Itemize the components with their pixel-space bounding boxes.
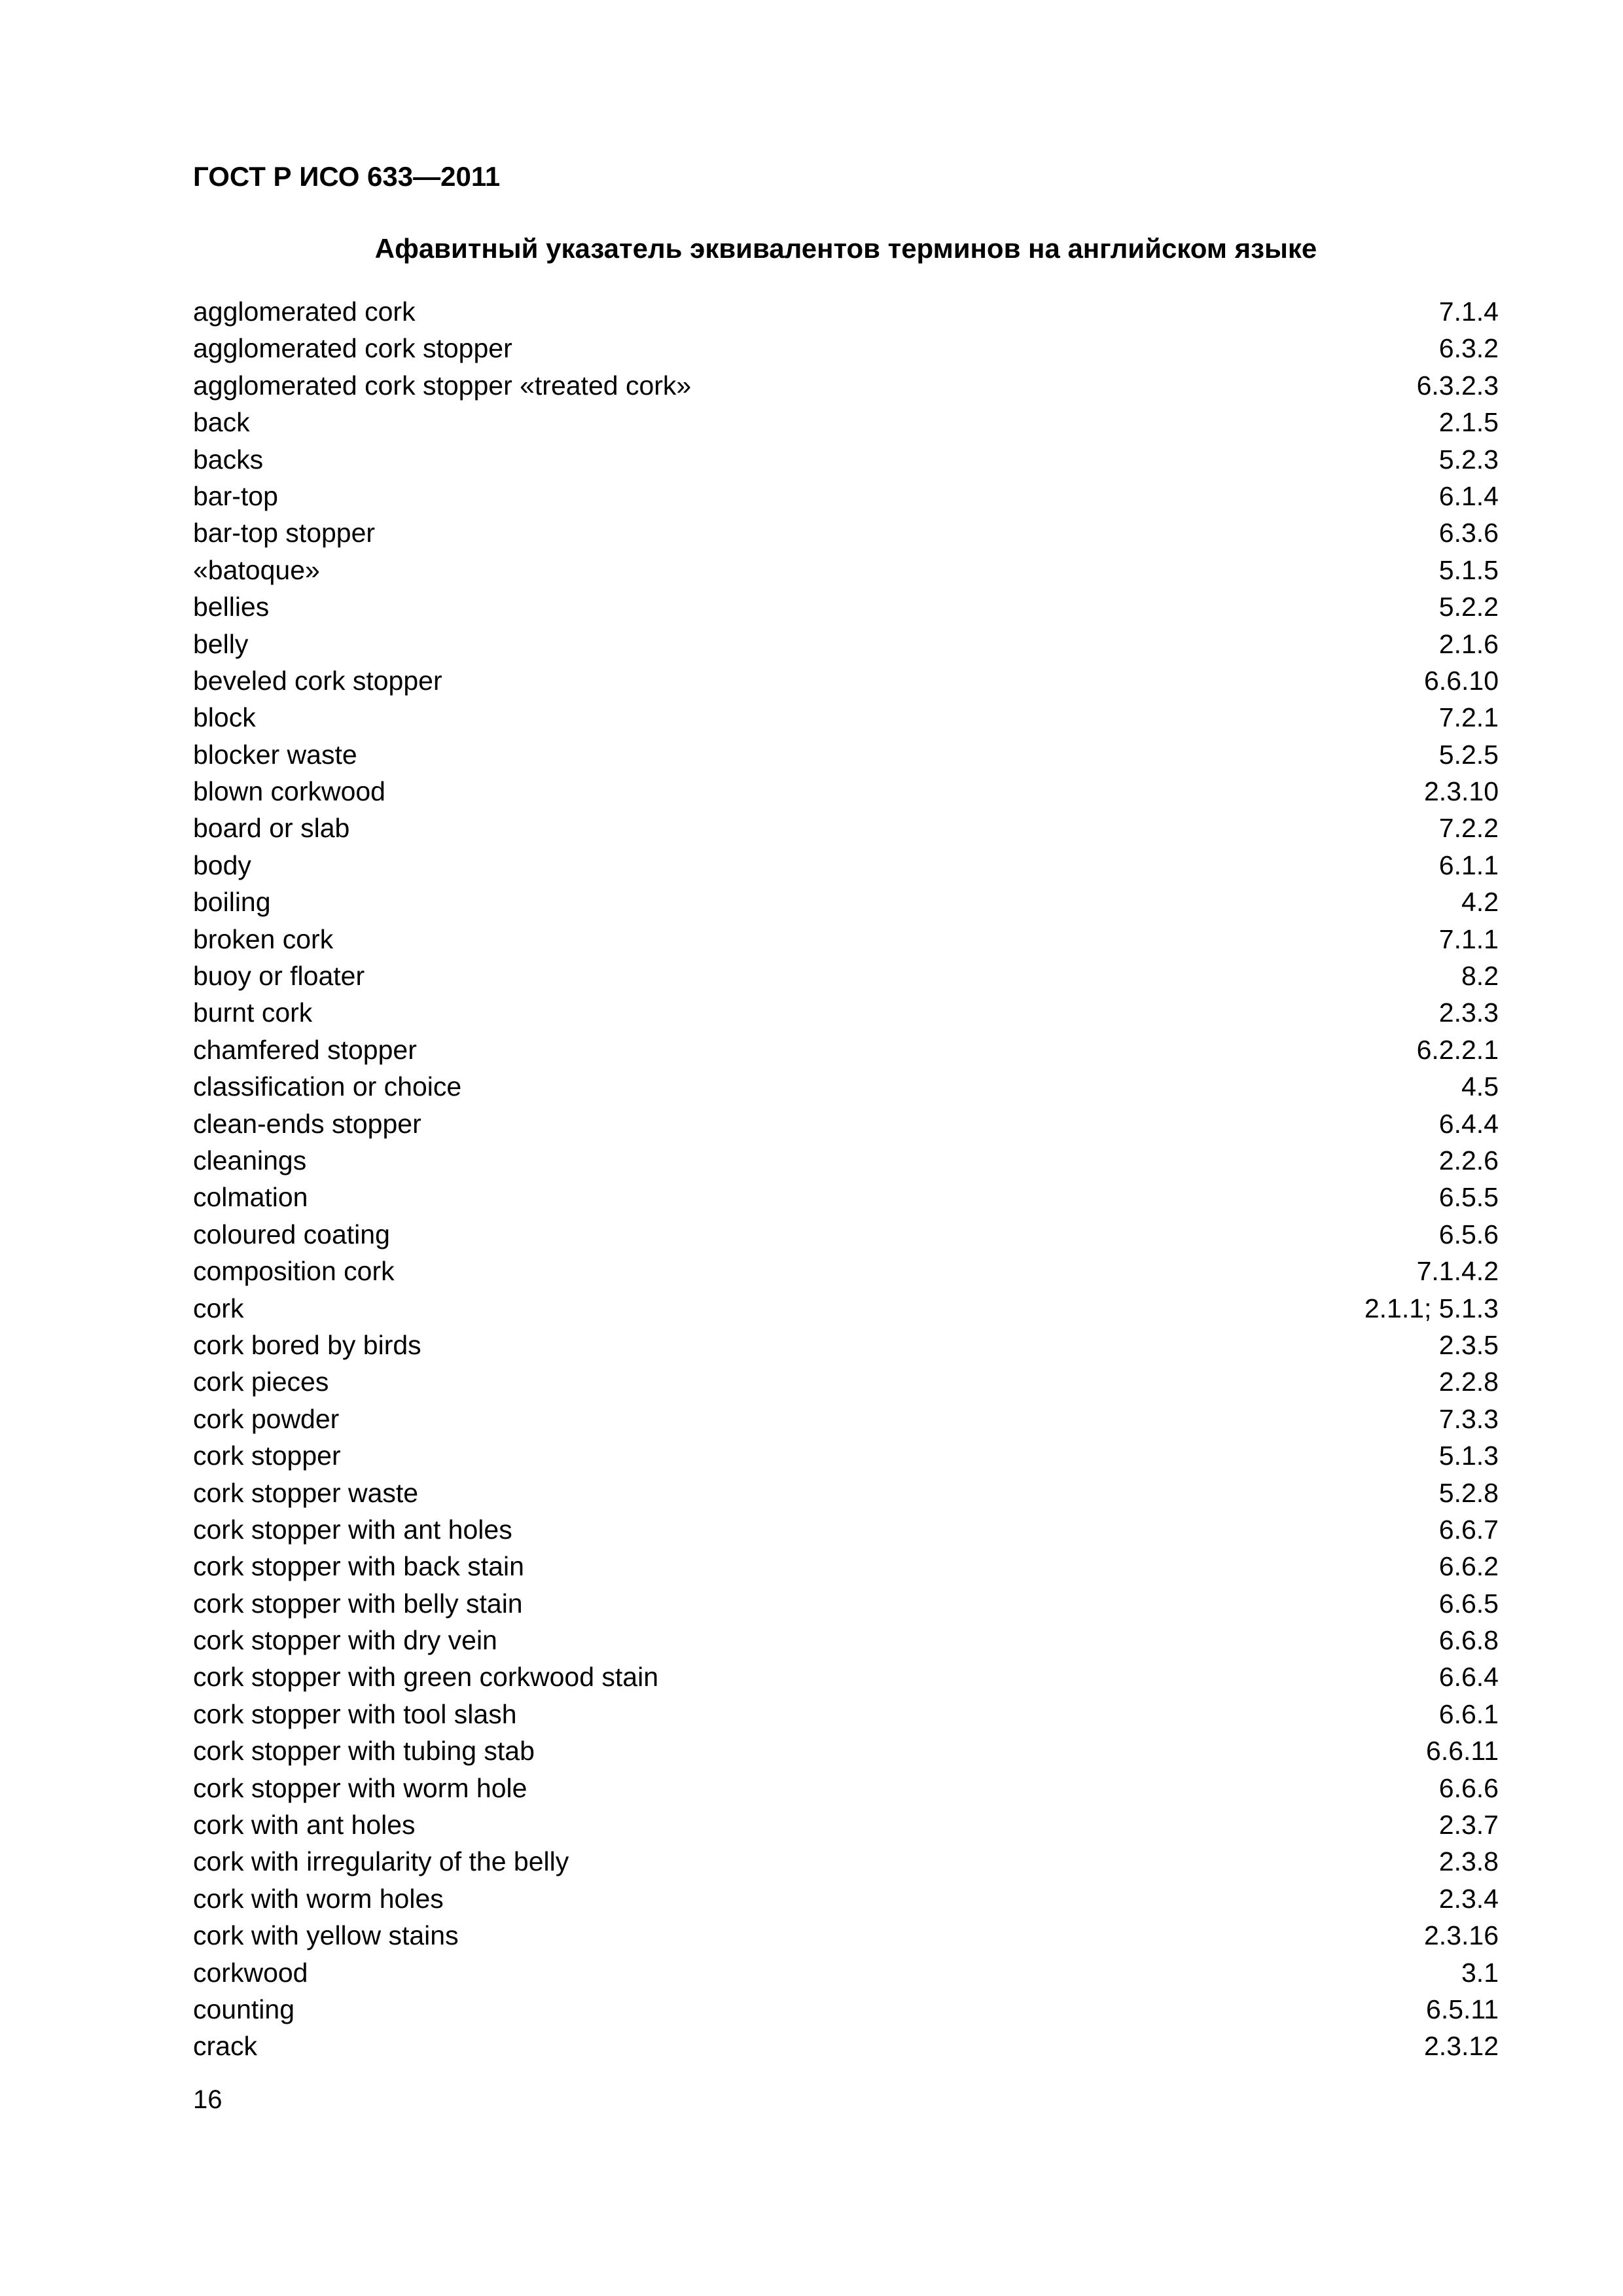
document-code: ГОСТ Р ИСО 633—2011	[193, 161, 501, 192]
index-reference: 6.6.1	[1438, 1698, 1499, 1729]
index-term: cork stopper with ant holes	[193, 1514, 512, 1545]
index-term: bar-top stopper	[193, 518, 376, 548]
index-reference: 6.5.6	[1438, 1219, 1499, 1249]
index-term: cork pieces	[193, 1367, 329, 1397]
index-term: bellies	[193, 592, 270, 622]
index-term: counting	[193, 1994, 295, 2024]
index-entry	[193, 588, 1499, 625]
index-reference: 6.5.5	[1438, 1182, 1499, 1213]
index-term: cork stopper with worm hole	[193, 1772, 527, 1803]
index-entry	[193, 1806, 1499, 1843]
index-reference: 2.2.6	[1438, 1145, 1499, 1175]
index-reference: 6.2.2.1	[1416, 1034, 1499, 1065]
index-reference: 7.1.4	[1438, 296, 1499, 327]
index-reference: 6.6.6	[1438, 1772, 1499, 1803]
index-term: backs	[193, 444, 264, 475]
index-term: agglomerated cork stopper «treated cork»	[193, 370, 692, 401]
index-reference: 6.6.5	[1438, 1588, 1499, 1619]
index-reference: 6.1.1	[1438, 850, 1499, 880]
index-term: «batoque»	[193, 554, 320, 585]
index-reference: 6.5.11	[1426, 1994, 1499, 2024]
index-term: cork bored by birds	[193, 1329, 421, 1360]
index-entry	[193, 884, 1499, 920]
index-term: body	[193, 850, 251, 880]
index-term: cork with worm holes	[193, 1883, 444, 1914]
index-reference: 2.3.7	[1438, 1810, 1499, 1840]
index-entry	[193, 1031, 1499, 1068]
index-entry	[193, 1511, 1499, 1548]
index-reference: 6.3.2	[1438, 333, 1499, 364]
index-entry	[193, 330, 1499, 367]
index-term: blown corkwood	[193, 776, 385, 807]
index-reference: 2.1.5	[1438, 407, 1499, 438]
index-term: coloured coating	[193, 1219, 390, 1249]
index-term: cork powder	[193, 1403, 340, 1434]
index-reference: 2.2.8	[1438, 1367, 1499, 1397]
index-reference: 3.1	[1461, 1957, 1499, 1988]
index-entry	[193, 1548, 1499, 1585]
index-entry	[193, 1142, 1499, 1179]
index-reference: 2.1.1; 5.1.3	[1364, 1293, 1499, 1323]
index-term: cork stopper with green corkwood stain	[193, 1662, 659, 1693]
index-entry	[193, 662, 1499, 699]
index-reference: 2.1.6	[1438, 628, 1499, 659]
index-reference: 8.2	[1461, 961, 1499, 992]
index-reference: 7.2.1	[1438, 702, 1499, 733]
index-term: belly	[193, 628, 249, 659]
index-list	[193, 293, 1499, 2065]
index-term: classification or choice	[193, 1071, 462, 1102]
index-entry	[193, 514, 1499, 551]
index-term: agglomerated cork stopper	[193, 333, 512, 364]
index-entry	[193, 1068, 1499, 1105]
index-entry	[193, 1659, 1499, 1695]
index-term: cork with yellow stains	[193, 1920, 459, 1951]
index-term: cleanings	[193, 1145, 307, 1175]
index-reference: 6.6.8	[1438, 1625, 1499, 1656]
index-entry	[193, 1401, 1499, 1437]
index-term: clean-ends stopper	[193, 1108, 421, 1139]
index-reference: 7.1.1	[1438, 924, 1499, 954]
index-reference: 2.3.8	[1438, 1846, 1499, 1877]
index-entry	[193, 441, 1499, 478]
index-entry	[193, 736, 1499, 773]
index-term: beveled cork stopper	[193, 665, 442, 696]
index-reference: 2.3.4	[1438, 1883, 1499, 1914]
index-term: bar-top	[193, 480, 278, 511]
index-reference: 2.3.12	[1424, 2031, 1499, 2062]
index-reference: 6.6.10	[1424, 665, 1499, 696]
page-number: 16	[193, 2085, 223, 2114]
index-entry	[193, 1843, 1499, 1880]
index-entry	[193, 921, 1499, 958]
index-title: Афавитный указатель эквивалентов терминов на английском языке	[374, 233, 1317, 264]
index-reference: 7.1.4.2	[1416, 1256, 1499, 1287]
index-entry	[193, 2028, 1499, 2064]
index-reference: 2.3.3	[1438, 997, 1499, 1028]
index-reference: 7.3.3	[1438, 1403, 1499, 1434]
index-reference: 5.1.5	[1438, 554, 1499, 585]
index-term: colmation	[193, 1182, 308, 1213]
index-entry	[193, 1437, 1499, 1474]
index-reference: 7.2.2	[1438, 813, 1499, 844]
index-entry	[193, 404, 1499, 440]
index-reference: 5.1.3	[1438, 1441, 1499, 1471]
index-entry	[193, 626, 1499, 662]
index-reference: 4.2	[1461, 887, 1499, 918]
index-term: broken cork	[193, 924, 334, 954]
index-entry	[193, 810, 1499, 846]
index-term: cork stopper with tool slash	[193, 1698, 517, 1729]
index-entry	[193, 847, 1499, 884]
index-reference: 6.6.4	[1438, 1662, 1499, 1693]
index-entry	[193, 552, 1499, 588]
index-term: cork stopper with tubing stab	[193, 1736, 535, 1767]
index-reference: 6.6.7	[1438, 1514, 1499, 1545]
index-entry	[193, 773, 1499, 810]
index-term: boiling	[193, 887, 271, 918]
index-term: cork stopper	[193, 1441, 341, 1471]
index-entry	[193, 1105, 1499, 1142]
index-entry	[193, 478, 1499, 514]
index-entry	[193, 1475, 1499, 1511]
index-reference: 5.2.5	[1438, 739, 1499, 770]
index-entry	[193, 1732, 1499, 1769]
index-reference: 6.6.2	[1438, 1551, 1499, 1582]
index-term: cork with ant holes	[193, 1810, 416, 1840]
index-reference: 6.1.4	[1438, 480, 1499, 511]
index-term: cork stopper waste	[193, 1477, 419, 1508]
index-reference: 6.6.11	[1426, 1736, 1499, 1767]
index-term: crack	[193, 2031, 257, 2062]
index-entry	[193, 1696, 1499, 1732]
index-term: cork stopper with back stain	[193, 1551, 524, 1582]
index-reference: 2.3.5	[1438, 1329, 1499, 1360]
index-entry	[193, 1290, 1499, 1327]
index-term: cork	[193, 1293, 244, 1323]
index-entry	[193, 958, 1499, 994]
index-reference: 4.5	[1461, 1071, 1499, 1102]
index-term: cork stopper with dry vein	[193, 1625, 497, 1656]
index-entry	[193, 293, 1499, 330]
index-entry	[193, 1585, 1499, 1622]
index-term: cork stopper with belly stain	[193, 1588, 523, 1619]
index-term: blocker waste	[193, 739, 357, 770]
index-term: corkwood	[193, 1957, 308, 1988]
index-entry	[193, 994, 1499, 1031]
index-term: chamfered stopper	[193, 1034, 417, 1065]
index-entry	[193, 1216, 1499, 1253]
index-reference: 6.3.6	[1438, 518, 1499, 548]
index-entry	[193, 1991, 1499, 2028]
index-entry	[193, 1363, 1499, 1400]
index-entry	[193, 1880, 1499, 1917]
index-term: board or slab	[193, 813, 350, 844]
index-reference: 2.3.10	[1424, 776, 1499, 807]
index-reference: 5.2.8	[1438, 1477, 1499, 1508]
index-entry	[193, 1954, 1499, 1991]
index-entry	[193, 367, 1499, 404]
index-term: block	[193, 702, 256, 733]
index-term: burnt cork	[193, 997, 313, 1028]
index-reference: 2.3.16	[1424, 1920, 1499, 1951]
index-term: back	[193, 407, 250, 438]
index-reference: 5.2.3	[1438, 444, 1499, 475]
index-entry	[193, 1179, 1499, 1215]
index-reference: 5.2.2	[1438, 592, 1499, 622]
index-entry	[193, 1253, 1499, 1289]
index-entry	[193, 1327, 1499, 1363]
index-term: agglomerated cork	[193, 296, 416, 327]
index-entry	[193, 1917, 1499, 1954]
index-entry	[193, 699, 1499, 736]
index-term: cork with irregularity of the belly	[193, 1846, 569, 1877]
index-reference: 6.3.2.3	[1416, 370, 1499, 401]
index-term: composition cork	[193, 1256, 395, 1287]
index-reference: 6.4.4	[1438, 1108, 1499, 1139]
index-entry	[193, 1622, 1499, 1659]
index-entry	[193, 1770, 1499, 1806]
index-term: buoy or floater	[193, 961, 365, 992]
